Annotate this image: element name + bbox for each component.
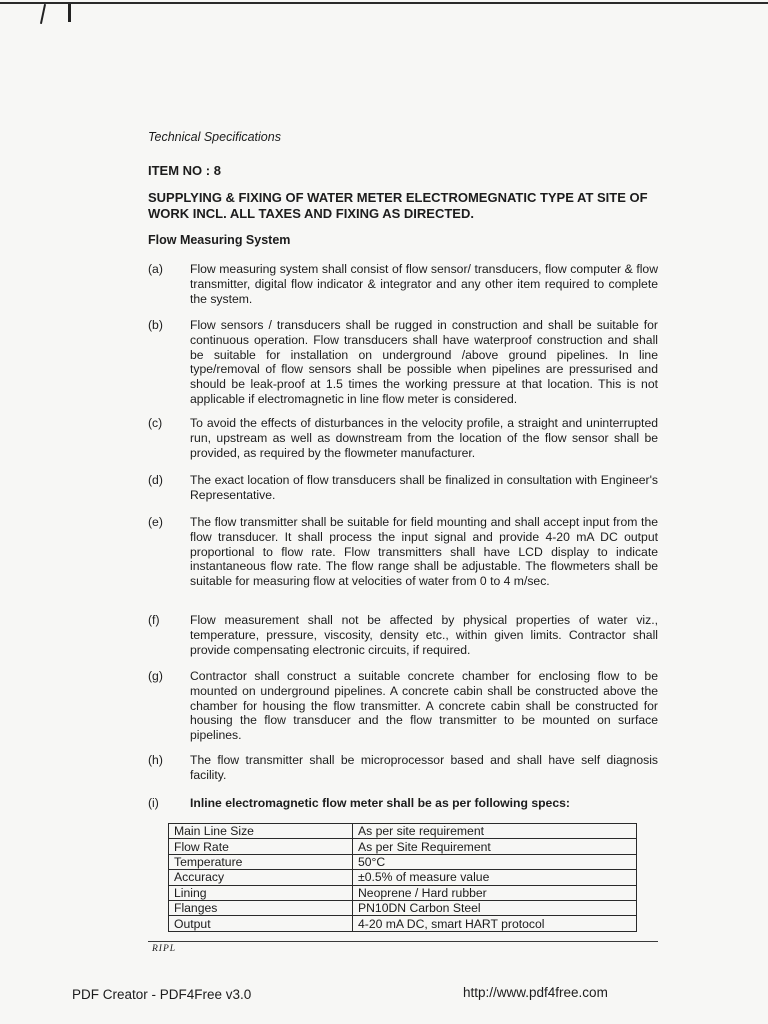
spec-value: PN10DN Carbon Steel (353, 900, 637, 915)
item-title: SUPPLYING & FIXING OF WATER METER ELECTROMEGNATIC TYPE AT SITE OF WORK INCL. ALL TAXES AND FIXING AS DIRECTED. (148, 190, 648, 221)
clause-text: Contractor shall construct a suitable concrete chamber for enclosing flow to be mounted on underground pipelines. A concrete cabin shall be constructed above the chamber for housing the flow transmitter. A concrete cabin shall be constructed for housing the flow transducer and the flow transmitter to be mounted on surface pipelines. (190, 669, 658, 743)
spec-param: Lining (169, 885, 353, 900)
spec-value: 50°C (353, 854, 637, 869)
clause-text: The flow transmitter shall be suitable for field mounting and shall accept input from the flow transducer. It shall process the input signal and provide 4-20 mA DC output proportional to flow rate. Flow transmitters shall have LCD display to indicate instantaneous flow rate. The flow range shall be adjustable. The flowmeters shall be suitable for measuring flow at velocities of water from 0 to 4 m/sec. (190, 515, 658, 589)
table-row (169, 870, 637, 885)
spec-param: Flow Rate (169, 839, 353, 854)
scan-binder-mark (68, 4, 71, 22)
clause-label: (b) (148, 318, 163, 332)
clause-a (148, 262, 658, 306)
clause-text: Inline electromagnetic flow meter shall be as per following specs: (190, 796, 570, 810)
footer-divider (148, 941, 658, 942)
clause-text: Flow sensors / transducers shall be rugged in construction and shall be suitable for continuous operation. Flow transducers shall have waterproof construction and shall be suitable for installation on underground /above ground pipelines. In line type/removal of flow sensors shall be possible when pipelines are pressurised and should be leak-proof at 1.5 times the working pressure at that location. This is not applicable if electromagnetic in line flow meter is considered. (190, 318, 658, 406)
table-row (169, 824, 637, 839)
clause-text: The exact location of flow transducers shall be finalized in consultation with Engineer's Representative. (190, 473, 658, 502)
spec-param: Accuracy (169, 870, 353, 885)
clause-f (148, 613, 658, 657)
clause-d (148, 473, 658, 503)
footer-company-mark: RIPL (152, 944, 177, 954)
clause-text: Flow measurement shall not be affected by physical properties of water viz., temperature, pressure, viscosity, density etc., within given limits. Contractor shall provide compensating electronic circuits, if required. (190, 613, 658, 657)
clause-label: (i) (148, 796, 159, 810)
spec-param: Flanges (169, 900, 353, 915)
clause-b (148, 318, 658, 407)
clause-label: (f) (148, 613, 160, 627)
clause-text: The flow transmitter shall be microprocessor based and shall have self diagnosis facility. (190, 753, 658, 782)
scan-top-border (0, 2, 768, 4)
pdf-creator-link[interactable]: http://www.pdf4free.com (463, 985, 608, 1000)
clause-label: (a) (148, 262, 163, 276)
scan-binder-mark (40, 4, 46, 24)
spec-param: Temperature (169, 854, 353, 869)
table-row (169, 885, 637, 900)
pdf-creator-label: PDF Creator - PDF4Free v3.0 (72, 987, 252, 1002)
spec-param: Main Line Size (169, 824, 353, 839)
spec-value: Neoprene / Hard rubber (353, 885, 637, 900)
table-row (169, 900, 637, 915)
clause-i (148, 796, 658, 811)
table-row (169, 839, 637, 854)
spec-value: 4-20 mA DC, smart HART protocol (353, 916, 637, 931)
spec-param: Output (169, 916, 353, 931)
table-row (169, 854, 637, 869)
section-heading: Flow Measuring System (148, 233, 291, 247)
clause-label: (g) (148, 669, 163, 683)
clause-text: To avoid the effects of disturbances in the velocity profile, a straight and uninterrupted run, upstream as well as downstream from the location of the flow sensor shall be provided, as required by the flowmeter manufacturer. (190, 416, 658, 460)
clause-e (148, 515, 658, 589)
item-number: ITEM NO : 8 (148, 163, 221, 178)
running-header: Technical Specifications (148, 130, 281, 144)
spec-value: ±0.5% of measure value (353, 870, 637, 885)
clause-c (148, 416, 658, 460)
spec-value: As per site requirement (353, 824, 637, 839)
spec-table (168, 823, 637, 932)
clause-label: (c) (148, 416, 163, 430)
spec-value: As per Site Requirement (353, 839, 637, 854)
clause-text: Flow measuring system shall consist of flow sensor/ transducers, flow computer & flow transmitter, digital flow indicator & integrator and any other item required to complete the system. (190, 262, 658, 306)
clause-h (148, 753, 658, 783)
clause-g (148, 669, 658, 743)
table-row (169, 916, 637, 931)
clause-label: (e) (148, 515, 163, 529)
clause-label: (d) (148, 473, 163, 487)
clause-label: (h) (148, 753, 163, 767)
